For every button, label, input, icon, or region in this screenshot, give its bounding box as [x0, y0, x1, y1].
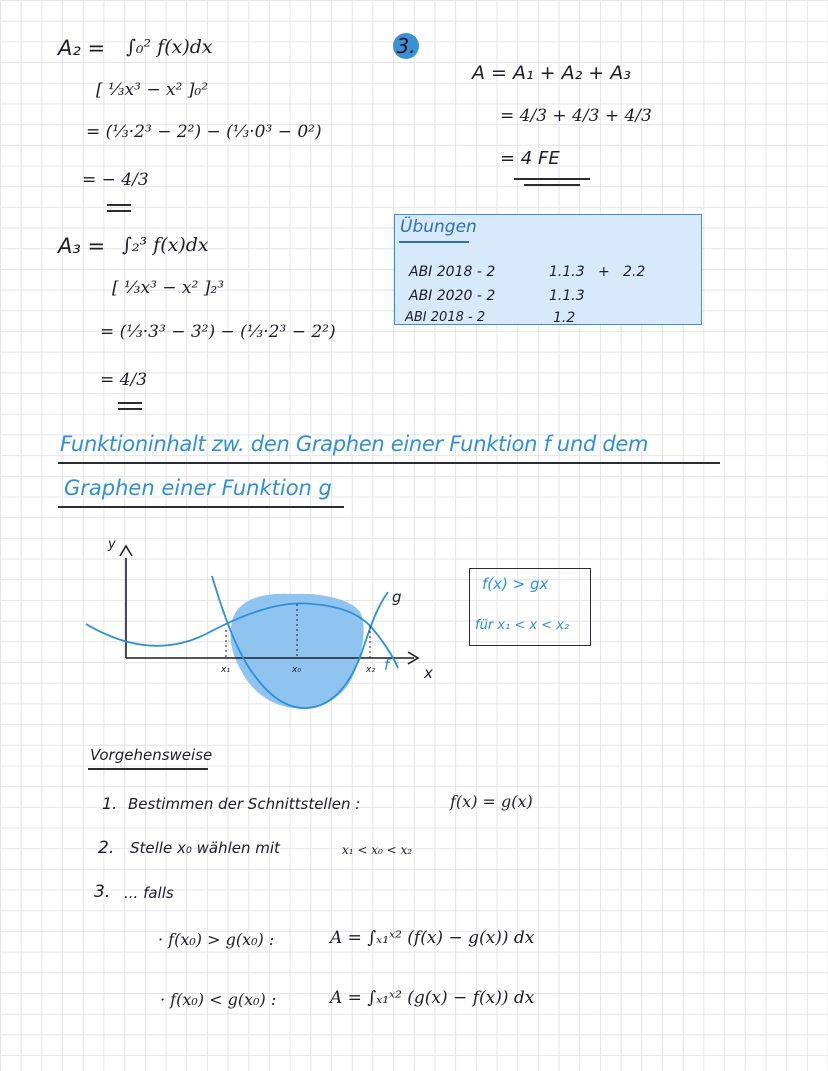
graph-f-label: f: [384, 656, 390, 674]
exercise-row-2-tasks: 1.1.3: [549, 288, 585, 304]
step3-area-total: = 4 FE: [500, 148, 560, 169]
case-1-formula: A = ∫ₓ₁ˣ² (f(x) − g(x)) dx: [330, 928, 535, 948]
a3-integral: ∫₂³ f(x)dx: [122, 234, 209, 256]
step3-area-values: = 4/3 + 4/3 + 4/3: [500, 106, 652, 126]
step3-area-sum: A = A₁ + A₂ + A₃: [472, 62, 631, 84]
graph-x1-label: x₁: [221, 665, 230, 675]
a3-label: A₃ =: [58, 234, 106, 258]
graph-x-label: x: [424, 664, 433, 682]
exercises-title: Übungen: [400, 217, 477, 237]
step-1-text: Bestimmen der Schnittstellen :: [128, 795, 361, 813]
step-1-number: 1.: [102, 794, 118, 813]
procedure-title: Vorgehensweise: [90, 746, 213, 764]
section-heading-line-2: Graphen einer Funktion g: [64, 476, 332, 500]
step-2-number: 2.: [98, 838, 115, 858]
case-1-condition: · f(x₀) > g(x₀) :: [158, 930, 275, 949]
case-2-formula: A = ∫ₓ₁ˣ² (g(x) − f(x)) dx: [330, 988, 535, 1008]
step-3-number: 3.: [94, 882, 111, 902]
step3-circle-number: 3.: [393, 33, 419, 59]
condition-box: [469, 568, 591, 646]
a3-antiderivative: [ ⅓x³ − x² ]₂³: [112, 278, 225, 298]
condition-inequality: f(x) > gx: [482, 575, 549, 593]
case-2-condition: · f(x₀) < g(x₀) :: [160, 990, 277, 1009]
exercise-row-1-tasks: 1.1.3 + 2.2: [549, 264, 646, 280]
exercise-row-3-name: ABI 2018 - 2: [405, 310, 486, 325]
a2-label: A₂ =: [58, 36, 106, 60]
graph-x0-label: x₀: [292, 665, 301, 675]
graph-x2-label: x₂: [366, 665, 375, 675]
condition-interval: für x₁ < x < x₂: [475, 618, 570, 633]
step-3-text: ... falls: [124, 884, 174, 902]
step-1-equation: f(x) = g(x): [450, 792, 533, 811]
graph-g-label: g: [392, 588, 402, 606]
section-heading-line-1: Funktioninhalt zw. den Graphen einer Funktion f und dem: [60, 432, 649, 456]
exercise-row-2-name: ABI 2020 - 2: [409, 288, 496, 304]
exercise-row-3-tasks: 1.2: [553, 310, 576, 326]
step-2-condition: x₁ < x₀ < x₂: [342, 843, 413, 857]
a2-antiderivative: [ ⅓x³ − x² ]₀²: [96, 80, 209, 100]
a2-result: = − 4/3: [82, 170, 149, 190]
y-axis-arrow: [120, 546, 132, 556]
procedure-title-underline: [88, 768, 208, 770]
graph-y-label: y: [108, 537, 116, 552]
exercise-row-1-name: ABI 2018 - 2: [409, 264, 496, 280]
step-2-text: Stelle x₀ wählen mit: [130, 839, 280, 857]
a2-evaluation: = (⅓·2³ − 2²) − (⅓·0³ − 0²): [86, 122, 322, 142]
a3-evaluation: = (⅓·3³ − 3²) − (⅓·2³ − 2²): [100, 322, 336, 342]
a3-result: = 4/3: [100, 370, 148, 390]
a2-integral: ∫₀² f(x)dx: [126, 36, 213, 58]
